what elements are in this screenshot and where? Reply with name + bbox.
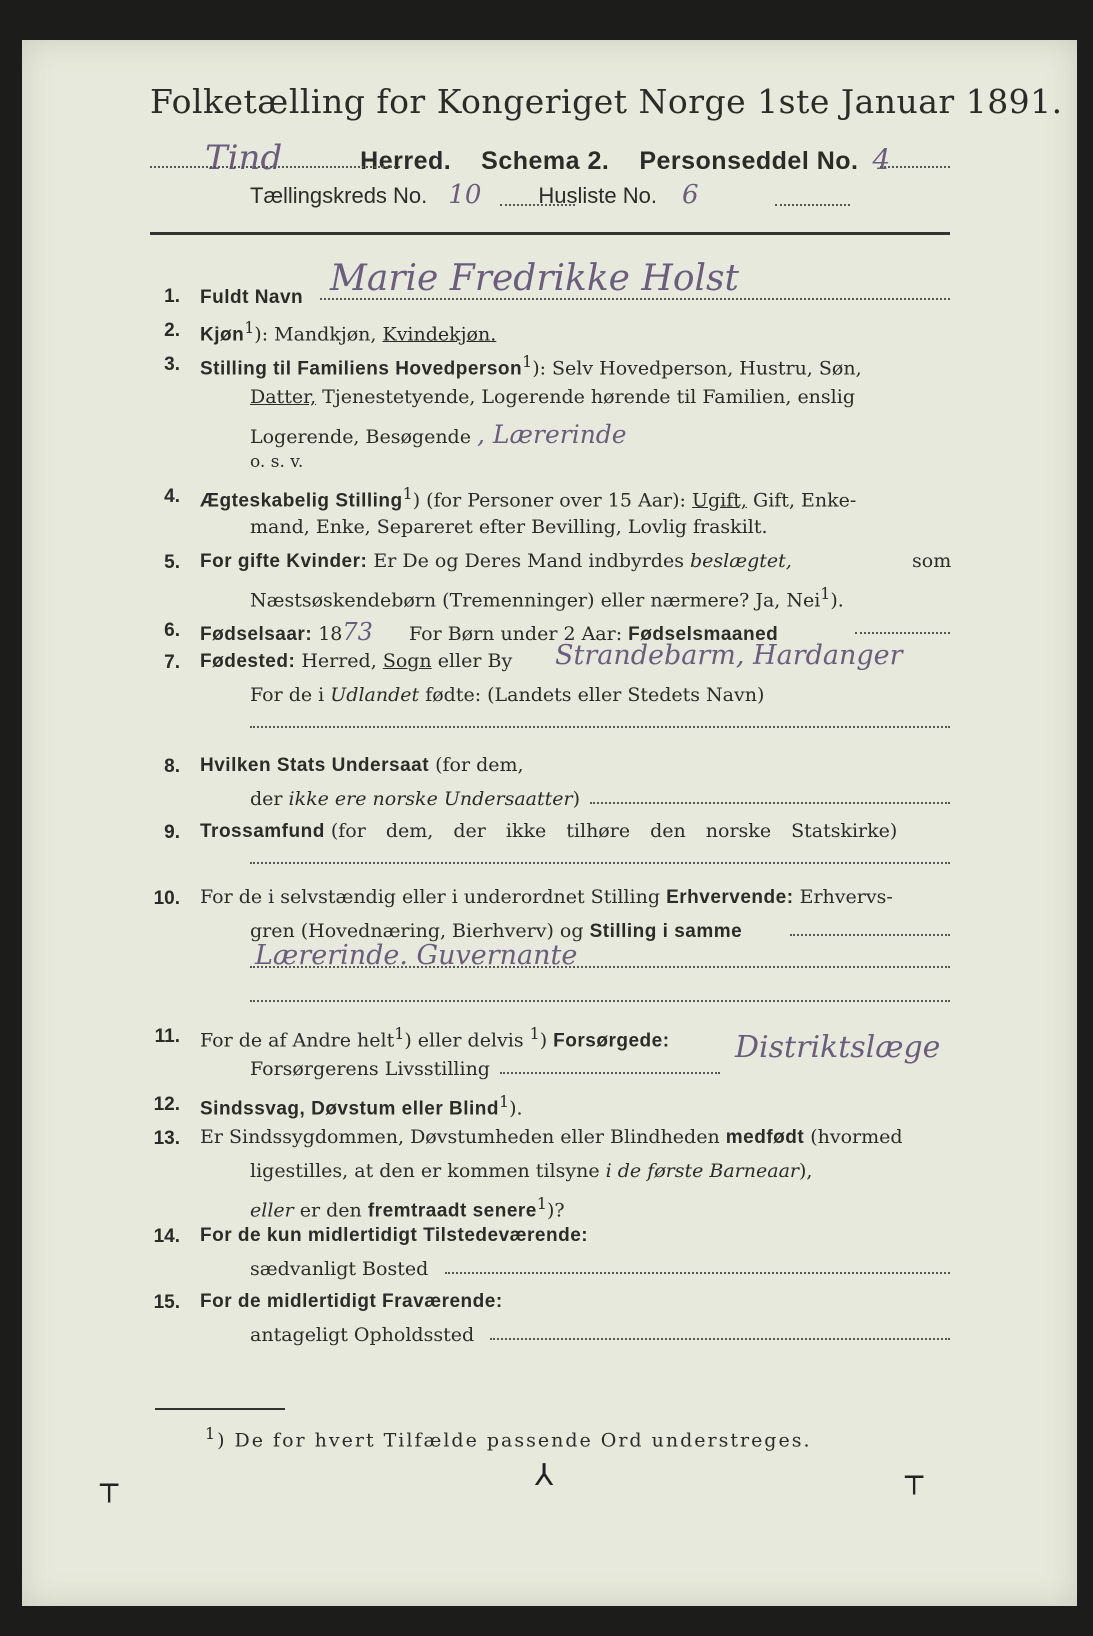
item-1-number: 1.	[164, 286, 180, 307]
item-4-label: Ægteskabelig Stilling	[200, 490, 403, 512]
footnote-text: ) De for hvert Tilfælde passende Ord understreges.	[217, 1429, 812, 1452]
item-10-text1b: Erhvervs-	[799, 886, 893, 908]
item-5-label: For gifte Kvinder:	[200, 551, 368, 572]
personseddel-label: Personseddel No.	[639, 147, 859, 175]
item-9	[200, 820, 897, 843]
item-8-number: 8.	[164, 756, 180, 777]
item-6-text: For Børn under 2 Aar:	[408, 623, 623, 645]
item-9-label: Trossamfund	[200, 821, 325, 842]
item-4-text2: mand, Enke, Separeret efter Bevilling, Lovlig fraskilt.	[250, 516, 768, 538]
personseddel-value: 4	[872, 143, 891, 176]
center-mark: ⅄	[535, 1458, 554, 1493]
header-row-herred	[150, 138, 890, 178]
header-rule	[150, 232, 950, 235]
item-11-number: 11.	[154, 1026, 180, 1047]
item-8-text2a: der	[250, 788, 283, 810]
item-14-label: For de kun midlertidigt Tilstedeværende:	[200, 1225, 589, 1246]
item-9-text: (for dem, der ikke tilhøre den norske Statskirke)	[330, 820, 898, 842]
footnote-ref: 1	[205, 1424, 218, 1443]
item-6-label2: Fødselsmaaned	[628, 624, 779, 645]
item-5-text1: Er De og Deres Mand indbyrdes	[373, 550, 684, 572]
item-13-number: 13.	[153, 1128, 180, 1149]
item-12-label: Sindssvag, Døvstum eller Blind	[200, 1098, 500, 1120]
birthplace-type-selected: Sogn	[382, 650, 432, 672]
item-7-text2a: For de i	[250, 684, 325, 706]
item-7-label: Fødested:	[200, 651, 296, 672]
item-4-text1b: Gift, Enke-	[753, 489, 857, 512]
item-7-number: 7.	[164, 652, 180, 673]
item-3-number: 3.	[164, 354, 180, 375]
relation-selected: Datter,	[250, 386, 317, 408]
item-15-line1	[200, 1290, 503, 1313]
item-7-text1b: eller By	[437, 650, 513, 672]
item-7-italic: Udlandet	[330, 684, 420, 706]
footnote-ref: 1	[244, 318, 255, 337]
item-13-eller: eller	[250, 1199, 294, 1222]
item-5-line1	[200, 550, 792, 573]
item-10-text2a: gren (Hovednæring, Bierhverv) og	[250, 920, 584, 942]
item-5-som: som	[912, 550, 952, 572]
item-7-text2b: fødte: (Landets eller Stedets Navn)	[425, 684, 765, 706]
item-4-number: 4.	[164, 486, 180, 507]
form-title: Folketælling for Kongeriget Norge 1ste Januar 1891.	[150, 82, 1063, 121]
item-11-label: Forsørgede:	[553, 1030, 670, 1052]
item-7-line2	[250, 684, 764, 706]
item-13-text2c: ),	[799, 1160, 813, 1182]
footnote-ref: 1	[529, 1024, 540, 1043]
item-13-text1b: (hvormed	[810, 1126, 903, 1148]
item-13-text1a: Er Sindssygdommen, Døvstumheden eller Blindheden	[200, 1126, 720, 1148]
item-14-number: 14.	[153, 1226, 180, 1247]
item-12	[200, 1092, 523, 1120]
provider-value: Distriktslæge	[735, 1030, 941, 1065]
item-1	[200, 286, 303, 309]
item-2-label: Kjøn	[200, 324, 245, 346]
item-10-number: 10.	[153, 888, 180, 909]
item-12-close: ).	[509, 1097, 523, 1120]
item-14-line1	[200, 1224, 588, 1247]
item-3-line3	[250, 420, 627, 449]
footnote-ref: 1	[499, 1092, 510, 1111]
item-5-italic: beslægtet,	[690, 550, 792, 572]
item-10-label: Erhvervende:	[666, 887, 794, 908]
item-13-text2a: ligestilles, at den er kommen tilsyne	[250, 1160, 600, 1182]
item-12-number: 12.	[153, 1094, 180, 1115]
item-4-text1: ) (for Personer over 15 Aar):	[412, 489, 686, 512]
gender-selected: Kvindekjøn.	[382, 323, 497, 346]
birthplace-value: Strandebarm, Hardanger	[555, 640, 903, 671]
item-7-text1a: Herred,	[301, 650, 377, 672]
footnote-ref: 1	[394, 1024, 405, 1043]
item-2-text: ): Mandkjøn,	[254, 323, 377, 346]
item-6-number: 6.	[164, 620, 180, 641]
item-8-label: Hvilken Stats Undersaat	[200, 755, 430, 776]
item-5-close: ).	[830, 589, 844, 612]
marital-selected: Ugift,	[692, 489, 747, 512]
item-15-number: 15.	[153, 1292, 180, 1313]
item-3-line2	[250, 386, 855, 408]
item-13-line3	[250, 1194, 565, 1222]
footnote-ref: 1	[522, 352, 533, 371]
footnote-ref: 1	[402, 484, 413, 503]
item-11-text1b: ) eller delvis	[404, 1029, 524, 1052]
husliste-label: Husliste No.	[538, 183, 657, 208]
item-8-line1	[200, 754, 524, 777]
item-13-italic: i de første Barneaar	[605, 1160, 799, 1182]
item-3-text1: ): Selv Hovedperson, Hustru, Søn,	[532, 357, 862, 380]
footnote-ref: 1	[536, 1194, 547, 1213]
item-3-text2: Tjenestetyende, Logerende hørende til Familien, enslig	[322, 386, 855, 408]
footnote-rule	[155, 1408, 285, 1410]
item-10-text2b: Stilling i samme	[589, 921, 743, 942]
corner-mark-left: ┬	[100, 1468, 119, 1503]
item-15-label: For de midlertidigt Fraværende:	[200, 1291, 503, 1312]
item-11-text2: Forsørgerens Livsstilling	[250, 1058, 490, 1080]
kreds-value: 10	[448, 180, 482, 210]
item-13-bold: medfødt	[725, 1127, 805, 1148]
item-2	[200, 318, 496, 346]
husliste-value: 6	[681, 180, 699, 210]
item-1-label: Fuldt Navn	[200, 287, 304, 308]
item-13-text3b: er den	[299, 1199, 362, 1222]
item-11-text1c: )	[539, 1029, 548, 1052]
item-8-italic: ikke ere norske Undersaatter	[288, 788, 573, 810]
item-15-text2: antageligt Opholdssted	[250, 1324, 475, 1346]
schema-label: Schema 2.	[481, 147, 610, 175]
item-9-number: 9.	[164, 822, 180, 843]
item-13-line1	[200, 1126, 903, 1149]
herred-value: Tind	[205, 138, 283, 178]
herred-label: Herred.	[360, 147, 452, 175]
item-4-line1	[200, 484, 856, 512]
item-13-line2	[250, 1160, 812, 1182]
full-name-value: Marie Fredrikke Holst	[330, 258, 739, 299]
item-5-line2	[250, 584, 844, 611]
footnote-ref: 1	[820, 584, 831, 603]
item-2-number: 2.	[164, 320, 180, 341]
item-13-close: )?	[546, 1199, 565, 1222]
item-10-text1a: For de i selvstændig eller i underordnet Stilling	[200, 886, 661, 908]
item-11-text1a: For de af Andre helt	[200, 1029, 395, 1052]
item-3-label: Stilling til Familiens Hovedperson	[200, 358, 523, 380]
item-3-text4: o. s. v.	[250, 452, 304, 472]
kreds-label: Tællingskreds No.	[250, 183, 428, 208]
item-13-bold2: fremtraadt senere	[367, 1200, 537, 1222]
occupation-value: Lærerinde. Guvernante	[255, 940, 578, 971]
relation-value: , Lærerinde	[477, 420, 627, 449]
item-14-text2: sædvanligt Bosted	[250, 1258, 429, 1280]
item-10-line1	[200, 886, 893, 909]
item-3-line1	[200, 352, 862, 380]
footnote	[205, 1424, 812, 1451]
item-5-number: 5.	[164, 552, 180, 573]
item-11-line1	[200, 1024, 670, 1052]
item-8-text1: (for dem,	[435, 754, 524, 776]
item-3-text3: Logerende, Besøgende	[250, 426, 471, 448]
item-6-label: Fødselsaar:	[200, 624, 313, 645]
item-8-line2: der ikke ere norske Undersaatter)	[250, 788, 581, 810]
item-7-line1	[200, 650, 512, 673]
header-row-kreds	[250, 180, 699, 210]
item-5-text2: Næstsøskendebørn (Tremenninger) eller nærmere? Ja, Nei	[250, 589, 821, 612]
birth-year-prefix: 18	[318, 623, 343, 645]
corner-mark-right: ┬	[905, 1460, 924, 1495]
birth-year-value: 73	[342, 618, 373, 646]
